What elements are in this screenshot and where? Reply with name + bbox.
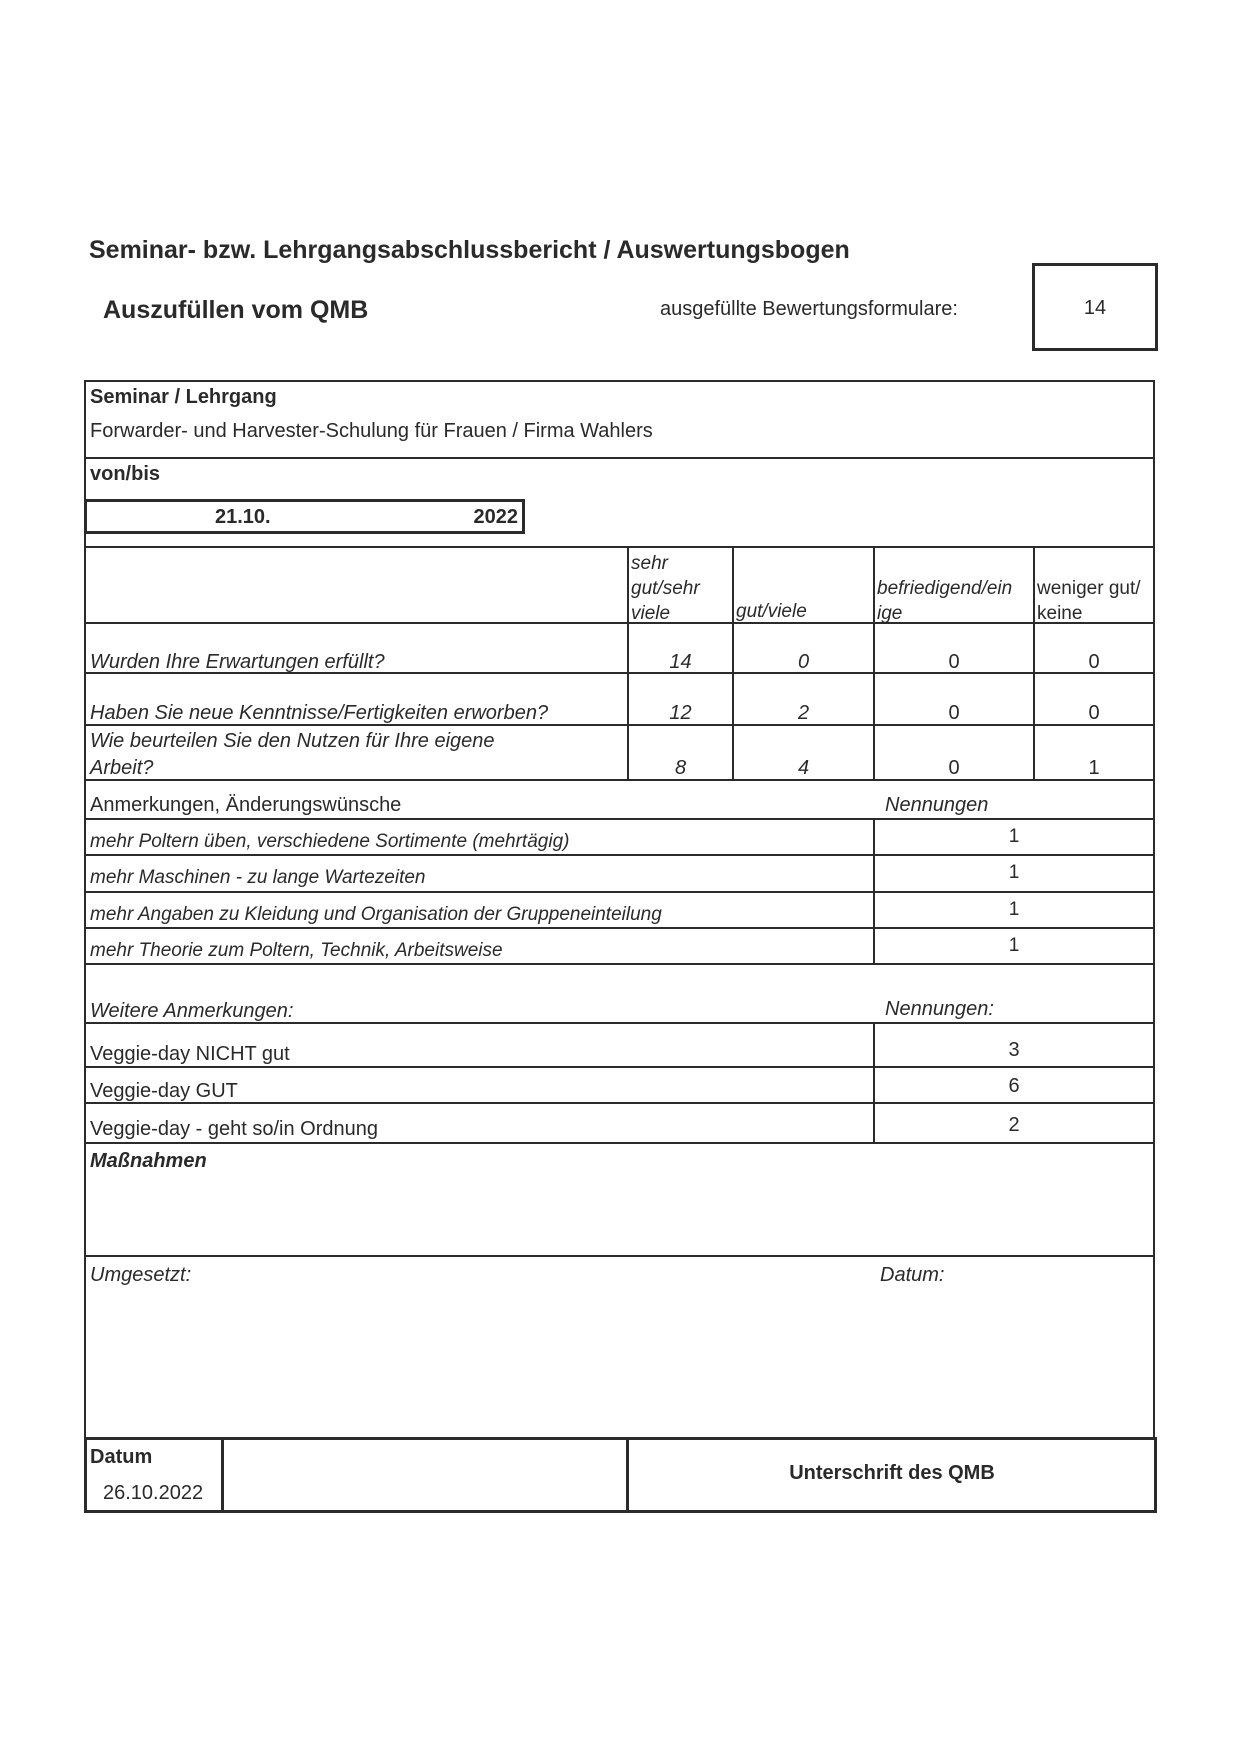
document-title: Seminar- bzw. Lehrgangsabschlussbericht / Auswertungsbogen	[89, 236, 850, 264]
divider	[84, 1142, 1155, 1144]
divider	[84, 1066, 1155, 1068]
row2-satisfactory: 0	[948, 702, 960, 724]
header-line: sehr	[631, 553, 668, 574]
divider	[84, 724, 1155, 726]
divider	[84, 818, 1155, 820]
remark-item: mehr Theorie zum Poltern, Technik, Arbeitsweise	[90, 940, 503, 961]
signature-field[interactable]	[225, 1441, 624, 1510]
question-line: Arbeit?	[90, 757, 154, 779]
column-header-satisfactory	[877, 576, 1012, 626]
row1-less-good: 0	[1088, 651, 1100, 673]
question-line: Wie beurteilen Sie den Nutzen für Ihre eigene	[90, 730, 495, 752]
column-header-good: gut/viele	[736, 601, 807, 622]
divider	[84, 779, 1155, 781]
header-line: gut/sehr	[631, 578, 700, 599]
question-skills: Haben Sie neue Kenntnisse/Fertigkeiten erworben?	[90, 702, 549, 724]
further-remark-item: Veggie-day NICHT gut	[90, 1043, 290, 1065]
question-expectations: Wurden Ihre Erwartungen erfüllt?	[90, 651, 385, 673]
row3-less-good: 1	[1088, 757, 1100, 779]
dates-label: von/bis	[90, 463, 161, 485]
row1-good: 0	[797, 651, 810, 673]
implemented-field[interactable]	[90, 1295, 1150, 1433]
implemented-date-label: Datum:	[880, 1264, 945, 1286]
further-remarks-label: Weitere Anmerkungen:	[90, 1000, 294, 1022]
forms-count-box	[1032, 263, 1158, 351]
measures-label: Maßnahmen	[90, 1150, 207, 1172]
footer-date-value: 26.10.2022	[103, 1482, 204, 1504]
row1-satisfactory: 0	[948, 651, 960, 673]
remark-count: 1	[1008, 826, 1020, 847]
footer-date-label: Datum	[90, 1446, 153, 1468]
implemented-label: Umgesetzt:	[90, 1264, 192, 1286]
date-to: 2022	[473, 506, 518, 528]
divider	[84, 1102, 1155, 1104]
further-remark-count: 2	[1008, 1114, 1020, 1136]
remark-item: mehr Angaben zu Kleidung und Organisation der Gruppeneinteilung	[90, 904, 662, 925]
header-line: ige	[877, 603, 903, 624]
remark-count: 1	[1008, 899, 1020, 920]
table-border-top	[84, 380, 1155, 382]
column-header-very-good	[631, 551, 700, 626]
header-line: weniger gut/	[1037, 578, 1141, 599]
row3-good: 4	[797, 757, 810, 779]
divider	[84, 963, 1155, 965]
divider	[84, 891, 1155, 893]
remark-item: mehr Poltern üben, verschiedene Sortimente (mehrtägig)	[90, 831, 570, 852]
divider	[84, 546, 1155, 548]
header-line: keine	[1037, 603, 1083, 624]
table-border-left	[84, 380, 86, 1438]
divider	[84, 1022, 1155, 1024]
row3-satisfactory: 0	[948, 757, 960, 779]
seminar-value: Forwarder- und Harvester-Schulung für Frauen / Firma Wahlers	[90, 420, 653, 442]
further-remark-count: 3	[1008, 1039, 1020, 1061]
row3-very-good: 8	[674, 757, 687, 779]
forms-count-label: ausgefüllte Bewertungsformulare:	[660, 298, 958, 320]
footer-vline	[221, 1437, 224, 1513]
question-usefulness	[90, 728, 495, 782]
further-remark-item: Veggie-day GUT	[90, 1080, 238, 1102]
signature-label: Unterschrift des QMB	[789, 1462, 995, 1484]
column-header-less-good	[1037, 576, 1141, 626]
divider	[84, 927, 1155, 929]
table-border-right	[1153, 380, 1155, 1438]
further-remark-item: Veggie-day - geht so/in Ordnung	[90, 1118, 378, 1140]
row2-less-good: 0	[1088, 702, 1100, 724]
further-remarks-count-label: Nennungen:	[885, 998, 994, 1020]
row1-very-good: 14	[669, 651, 692, 673]
date-from: 21.10.	[215, 506, 271, 528]
divider	[84, 1255, 1155, 1257]
document-subtitle: Auszufüllen vom QMB	[103, 296, 369, 324]
remark-count: 1	[1008, 862, 1020, 883]
divider	[84, 854, 1155, 856]
further-remark-count: 6	[1008, 1075, 1020, 1097]
divider	[84, 457, 1155, 459]
remark-item: mehr Maschinen - zu lange Wartezeiten	[90, 867, 426, 888]
remarks-count-label: Nennungen	[885, 794, 989, 816]
remarks-label: Anmerkungen, Änderungswünsche	[90, 794, 402, 816]
header-line: viele	[631, 603, 671, 624]
header-line: befriedigend/ein	[877, 578, 1013, 599]
divider	[84, 672, 1155, 674]
measures-field[interactable]	[90, 1180, 1150, 1250]
divider	[84, 622, 1155, 624]
row2-good: 2	[797, 702, 810, 724]
remark-count: 1	[1008, 935, 1020, 956]
forms-count-value: 14	[1083, 297, 1107, 319]
seminar-label: Seminar / Lehrgang	[90, 386, 277, 408]
date-range-box	[84, 499, 525, 534]
row2-very-good: 12	[669, 702, 692, 724]
